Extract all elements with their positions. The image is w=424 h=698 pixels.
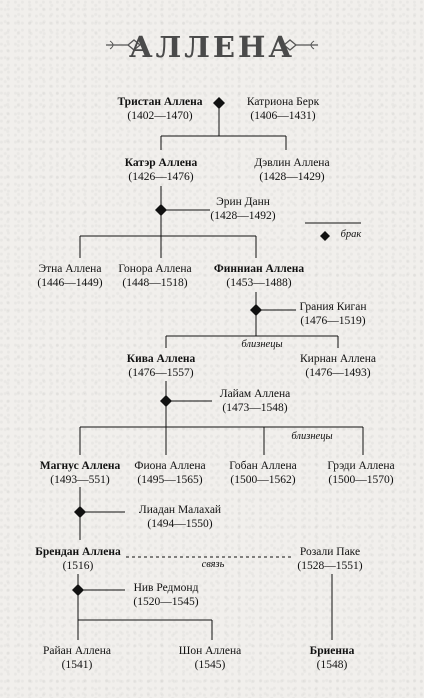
person-dates: (1541): [61, 659, 93, 671]
marriage-marker-icon: [160, 395, 172, 407]
person-name: Грания Киган: [299, 301, 367, 313]
person-dates: (1548): [316, 659, 348, 671]
person-dates: (1428—1429): [259, 171, 325, 183]
twins-label: близнецы: [291, 431, 333, 442]
person-grania: [299, 300, 366, 328]
person-name: Шон Аллена: [178, 645, 242, 657]
person-dates: (1545): [194, 659, 226, 671]
person-name: Катэр Аллена: [124, 157, 198, 169]
person-name: Эрин Данн: [216, 196, 270, 208]
person-gredi: [327, 459, 394, 487]
person-name: Гонора Аллена: [118, 263, 192, 275]
person-rozali: [297, 545, 362, 573]
person-goban: [229, 459, 297, 487]
person-dates: (1476—1493): [305, 367, 371, 379]
person-name: Бриенна: [309, 645, 355, 657]
person-dates: (1476—1557): [128, 367, 194, 379]
person-name: Райан Аллена: [43, 645, 111, 657]
person-name: Лиадан Малахай: [138, 504, 222, 516]
person-erin: [210, 195, 275, 223]
person-kirnan: [300, 352, 376, 380]
person-dates: (1476—1519): [300, 315, 366, 327]
person-brienna: [310, 644, 355, 672]
person-name: Розали Паке: [299, 546, 361, 558]
person-dates: (1448—1518): [122, 277, 188, 289]
person-rayan: [43, 644, 111, 672]
page-title: АЛЛЕНА: [128, 30, 296, 64]
marriage-marker-icon: [74, 506, 86, 518]
legend-marriage-icon: [320, 231, 330, 241]
person-devlin: [254, 156, 329, 184]
person-dates: (1500—1570): [328, 474, 394, 486]
link-label: связь: [201, 559, 225, 570]
person-etna: [37, 262, 102, 290]
marriage-marker-icon: [155, 204, 167, 216]
person-gonora: [118, 262, 191, 290]
person-name: Фиона Аллена: [134, 460, 206, 472]
person-dates: (1426—1476): [128, 171, 194, 183]
twins-label: близнецы: [241, 339, 283, 350]
person-dates: (1494—1550): [147, 518, 213, 530]
person-kiva: [127, 352, 196, 380]
marriage-marker-icon: [250, 304, 262, 316]
person-dates: (1520—1545): [133, 596, 199, 608]
person-shon: [179, 644, 242, 672]
person-dates: (1406—1431): [250, 110, 316, 122]
person-name: Брендан Аллена: [35, 546, 121, 558]
person-name: Грэди Аллена: [327, 460, 395, 472]
person-niv: [133, 581, 198, 609]
person-layam: [220, 387, 290, 415]
person-name: Катриона Берк: [246, 96, 320, 108]
marriage-marker-icon: [213, 97, 225, 109]
person-brendan: [35, 545, 121, 573]
person-tristan: [117, 95, 202, 123]
person-dates: (1500—1562): [230, 474, 296, 486]
person-dates: (1516): [62, 560, 94, 572]
person-kater: [125, 156, 198, 184]
person-name: Лайам Аллена: [219, 388, 291, 400]
person-name: Дэвлин Аллена: [254, 157, 330, 169]
person-dates: (1493—551): [50, 474, 110, 486]
marriage-marker-icon: [72, 584, 84, 596]
person-finnian: [214, 262, 304, 290]
legend-label: брак: [340, 229, 362, 240]
person-name: Этна Аллена: [38, 263, 102, 275]
person-liadan: [139, 503, 221, 531]
person-name: Тристан Аллена: [117, 96, 203, 108]
person-dates: (1402—1470): [127, 110, 193, 122]
person-name: Магнус Аллена: [39, 460, 121, 472]
person-dates: (1446—1449): [37, 277, 103, 289]
person-dates: (1428—1492): [210, 210, 276, 222]
person-magnus: [40, 459, 121, 487]
person-fiona: [134, 459, 205, 487]
person-name: Кирнан Аллена: [299, 353, 377, 365]
person-name: Финниан Аллена: [213, 263, 305, 275]
person-dates: (1495—1565): [137, 474, 203, 486]
person-name: Гобан Аллена: [229, 460, 297, 472]
person-dates: (1453—1488): [226, 277, 292, 289]
person-name: Нив Редмонд: [133, 582, 199, 594]
person-katriona: [247, 95, 319, 123]
person-dates: (1473—1548): [222, 402, 288, 414]
person-dates: (1528—1551): [297, 560, 363, 572]
person-name: Кива Аллена: [126, 353, 196, 365]
